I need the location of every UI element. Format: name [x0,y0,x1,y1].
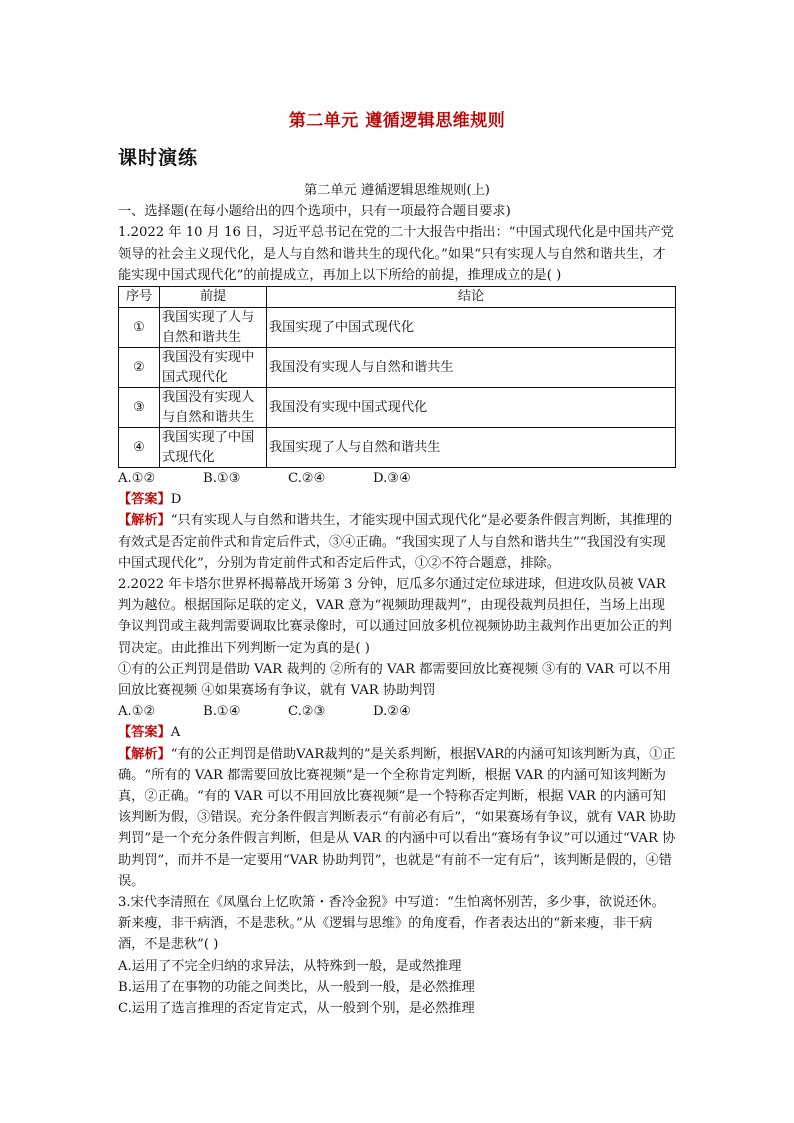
row-conclusion: 我国实现了中国式现代化 [267,308,676,348]
question-2-statements: ①有的公正判罚是借助 VAR 裁判的 ②所有的 VAR 都需要回放比赛视频 ③有的 VAR 可以不用回放比赛视频 ④如果赛场有争议，就有 VAR 协助判罚 [118,661,671,699]
table-row [119,428,676,468]
row-conclusion: 我国实现了人与自然和谐共生 [267,428,676,468]
option-b: B.①④ [203,704,241,720]
row-premise: 我国实现了人与自然和谐共生 [160,308,267,348]
question-1-analysis [118,510,676,574]
option-b: B.运用了在事物的功能之间类比，从一般到一般，是必然推理 [118,979,475,995]
option-d: D.②④ [373,704,411,720]
option-c: C.②③ [288,704,326,720]
option-a: A.①② [118,471,156,487]
question-2-options [118,701,676,722]
row-conclusion: 我国没有实现中国式现代化 [267,388,676,428]
table-header-row [119,287,676,308]
table-header-no: 序号 [119,287,160,308]
question-1-options [118,468,676,489]
row-no: ③ [119,388,160,428]
part-heading: 一、选择题(在每小题给出的四个选项中，只有一项最符合题目要求) [118,204,511,220]
row-conclusion: 我国没有实现人与自然和谐共生 [267,348,676,388]
row-premise: 我国实现了中国式现代化 [160,428,267,468]
table-row [119,348,676,388]
section-heading: 课时演练 [118,147,199,169]
document-body [118,180,676,1019]
option-b: B.①③ [203,471,241,487]
answer-value: A [170,725,181,741]
option-d: D.③④ [373,471,411,487]
table-header-premise: 前提 [160,287,267,308]
table-header-conclusion: 结论 [267,287,676,308]
table-row [119,308,676,348]
question-3-stem: 3.宋代李清照在《凤凰台上忆吹箫・香冷金猊》中写道：“生怕离怀别苦，多少事，欲说还休。新来瘦，非干病酒，不是悲秋。”从《逻辑与思维》的角度看，作者表达出的“新来瘦，非干病酒，不是悲秋”( ) [118,895,665,953]
unit-title: 第二单元 遵循逻辑思维规则 [288,111,506,131]
analysis-tag: 【解析】 [118,746,171,762]
question-2-analysis [118,744,676,892]
option-c: C.②④ [288,471,326,487]
row-premise: 我国没有实现人与自然和谐共生 [160,388,267,428]
row-no: ② [119,348,160,388]
lesson-subtitle: 第二单元 遵循逻辑思维规则(上) [304,183,490,198]
analysis-tag: 【解析】 [118,513,171,529]
question-1-table [118,286,676,468]
row-no: ④ [119,428,160,468]
option-a: A.①② [118,704,156,720]
question-2-answer [118,722,676,743]
option-a: A.运用了不完全归纳的求异法，从特殊到一般，是或然推理 [118,958,462,974]
answer-tag: 【答案】 [118,725,171,741]
row-no: ① [119,308,160,348]
option-c: C.运用了选言推理的否定肯定式，从一般到个别，是必然推理 [118,1001,475,1017]
question-1-answer [118,489,676,510]
answer-tag: 【答案】 [118,492,171,508]
analysis-text: “有的公正判罚是借助VAR裁判的”是关系判断，根据VAR的内涵可知该判断为真，①正确。“所有的 VAR 都需要回放比赛视频”是一个全称肯定判断，根据 VAR 的内涵可知该判断为真，②正确。“有的 VAR 可以不用回放比赛视频”是一个特称否定判断，根据 VAR 的内涵可知该判断为假，③错误。充分条件假言判断表示“有前必有后”，“如果赛场有争议，就有 VAR 协助判罚”是一个充分条件假言判断，但是从 VAR 的内涵中可以看出“赛场有争议”可以通过“VAR 协助判罚”，而并不是一定要用“VAR 协助判罚”，也就是“有前不一定有后”，该判断是假的，④错误。 [118,746,676,889]
question-2-stem: 2.2022 年卡塔尔世界杯揭幕战开场第 3 分钟，厄瓜多尔通过定位球进球，但进攻队员被 VAR 判为越位。根据国际足联的定义，VAR 意为“视频助理裁判”，由现役裁判员担任，当场上出现争议判罚或主裁判需要调取比赛录像时，可以通过回放多机位视频协助主裁判作出更加公正的判罚决定。由此推出下列判断一定为真的是( ) [118,577,672,656]
table-row [119,388,676,428]
answer-value: D [170,492,182,508]
question-1-stem: 1.2022 年 10 月 16 日，习近平总书记在党的二十大报告中指出：“中国式现代化是中国共产党领导的社会主义现代化，是人与自然和谐共生的现代化。”如果“只有实现人与自然和谐共生，才能实现中国式现代化”的前提成立，再加上以下所给的前提，推理成立的是( ) [118,225,674,283]
row-premise: 我国没有实现中国式现代化 [160,348,267,388]
analysis-text: “只有实现人与自然和谐共生，才能实现中国式现代化”是必要条件假言判断，其推理的有效式是否定前件式和肯定后件式，③④正确。“我国实现了人与自然和谐共生”“我国没有实现中国式现代化”，分别为肯定前件式和否定后件式，①②不符合题意，排除。 [118,513,673,571]
